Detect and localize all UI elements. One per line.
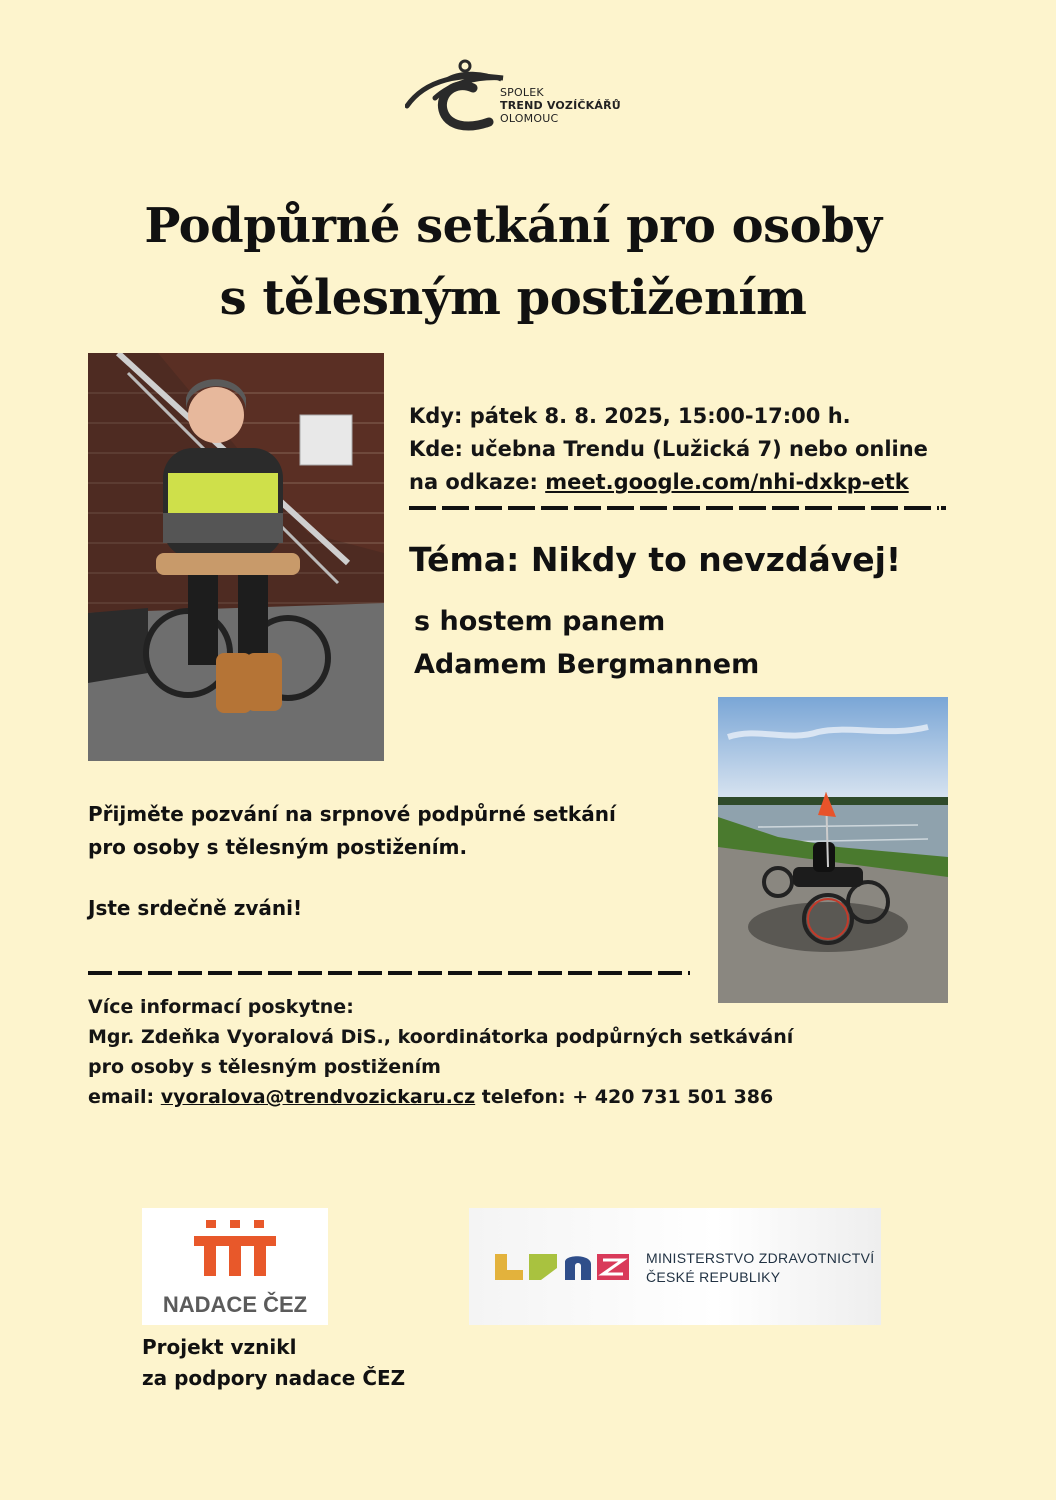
ministry-logo xyxy=(469,1208,881,1325)
support-text xyxy=(142,1332,405,1394)
cez-logo xyxy=(142,1208,328,1325)
theme-heading: Téma: Nikdy to nevzdávej! xyxy=(409,540,902,579)
contact-heading: Více informací poskytne: xyxy=(88,996,354,1018)
support-line-2: za podpory nadace ČEZ xyxy=(142,1366,406,1390)
email-prefix: email: xyxy=(88,1086,161,1108)
logo-line-2: TREND VOZÍČKÁŘŮ xyxy=(500,99,621,112)
invite-line-2: pro osoby s tělesným postižením. xyxy=(88,835,468,859)
logo-text xyxy=(500,86,621,125)
cez-name: NADACE ČEZ xyxy=(162,1292,308,1317)
handbike-photo xyxy=(718,697,948,1003)
support-line-1: Projekt vznikl xyxy=(142,1335,297,1359)
meeting-link[interactable]: meet.google.com/nhi-dxkp-etk xyxy=(545,470,909,494)
contact-info xyxy=(88,992,793,1112)
logo-line-3: OLOMOUC xyxy=(500,112,559,125)
contact-email-line xyxy=(88,1082,793,1112)
welcome-text: Jste srdečně zváni! xyxy=(88,896,303,920)
email-link[interactable]: vyoralova@trendvozickaru.cz xyxy=(160,1086,476,1108)
phone-text: telefon: + 420 731 501 386 xyxy=(475,1086,774,1108)
contact-role: pro osoby s tělesným postižením xyxy=(88,1056,441,1078)
title-line-1: Podpůrné setkání pro osoby xyxy=(144,198,882,254)
invitation-text xyxy=(88,798,616,864)
guest-photo xyxy=(88,353,384,761)
event-link-line xyxy=(409,466,928,499)
divider-dashes xyxy=(409,500,947,514)
event-where: Kde: učebna Trendu (Lužická 7) nebo online xyxy=(409,437,928,461)
divider-dashes-2 xyxy=(88,965,690,979)
event-info xyxy=(409,400,928,499)
event-when: Kdy: pátek 8. 8. 2025, 15:00-17:00 h. xyxy=(409,404,851,428)
page-title xyxy=(0,190,1026,334)
event-link-prefix: na odkaze: xyxy=(409,470,546,494)
logo-line-1: SPOLEK xyxy=(500,86,544,99)
ministry-name xyxy=(646,1249,874,1287)
trend-logo-icon xyxy=(405,58,505,133)
title-line-2: s tělesným postižením xyxy=(219,270,807,326)
guest-line-1: s hostem panem xyxy=(414,606,666,637)
ministry-emblem-icon xyxy=(495,1250,635,1284)
ministry-line-1: MINISTERSTVO ZDRAVOTNICTVÍ xyxy=(646,1250,875,1266)
contact-person: Mgr. Zdeňka Vyoralová DiS., koordinátorka podpůrných setkávání xyxy=(88,1026,794,1048)
ministry-line-2: ČESKÉ REPUBLIKY xyxy=(646,1269,781,1285)
guest-info xyxy=(414,600,759,686)
cez-emblem-icon xyxy=(192,1218,278,1284)
guest-line-2: Adamem Bergmannem xyxy=(414,649,760,680)
invite-line-1: Přijměte pozvání na srpnové podpůrné setkání xyxy=(88,802,616,826)
